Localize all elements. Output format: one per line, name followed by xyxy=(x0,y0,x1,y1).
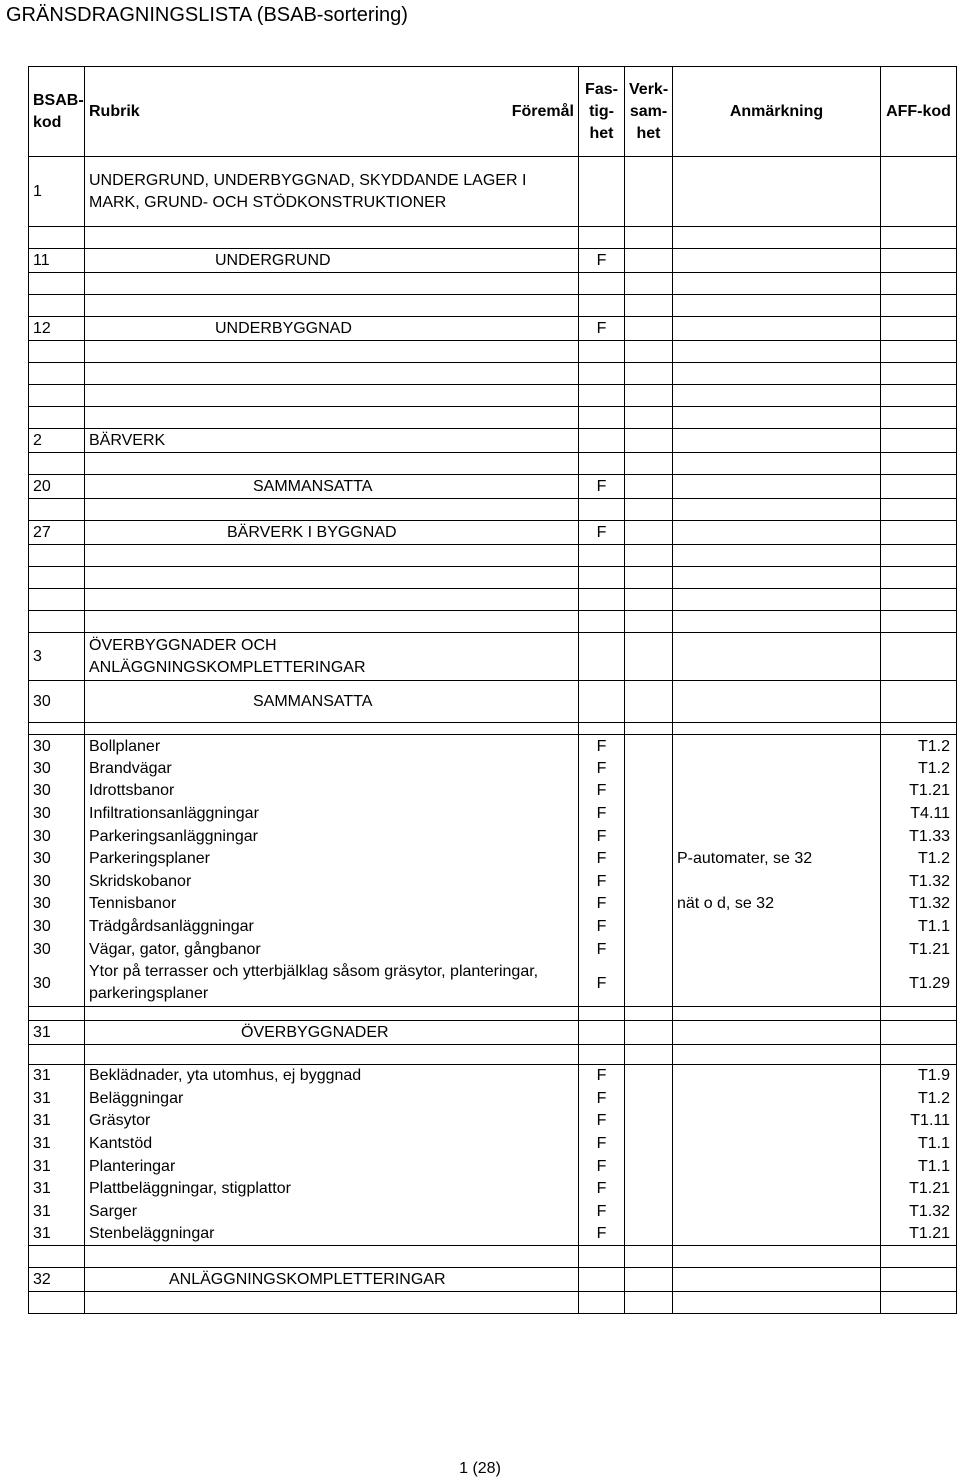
row-code: 31 xyxy=(29,1064,85,1087)
row-aff-kod: T1.9 xyxy=(881,1064,957,1087)
fastighet-mark: F xyxy=(579,317,625,341)
table-row xyxy=(29,802,957,825)
subsection-row xyxy=(29,1020,957,1044)
row-code: 30 xyxy=(29,825,85,848)
header-row xyxy=(29,67,957,157)
row-code: 30 xyxy=(29,893,85,916)
row-anmarkning xyxy=(673,960,881,1006)
row-verksamhet xyxy=(625,1087,673,1110)
table-row xyxy=(29,825,957,848)
row-rubrik: Infiltrationsanläggningar xyxy=(85,802,579,825)
subsection-title: UNDERBYGGNAD xyxy=(85,317,579,341)
row-rubrik: Stenbeläggningar xyxy=(85,1223,579,1246)
header-foremal: Föremål xyxy=(511,102,574,120)
row-fastighet: F xyxy=(579,870,625,893)
row-fastighet: F xyxy=(579,1132,625,1155)
table-row xyxy=(29,915,957,938)
row-verksamhet xyxy=(625,1177,673,1200)
row-rubrik: Sarger xyxy=(85,1200,579,1223)
subsection-row xyxy=(29,475,957,499)
subsection-code: 30 xyxy=(29,681,85,723)
row-aff-kod: T1.2 xyxy=(881,735,957,758)
row-rubrik: Trädgårdsanläggningar xyxy=(85,915,579,938)
subsection-code: 12 xyxy=(29,317,85,341)
blank-row xyxy=(29,341,957,363)
row-fastighet: F xyxy=(579,1064,625,1087)
section-title: UNDERGRUND, UNDERBYGGNAD, SKYDDANDE LAGER I MARK, GRUND- OCH STÖDKONSTRUKTIONER xyxy=(85,157,579,227)
row-fastighet: F xyxy=(579,825,625,848)
row-verksamhet xyxy=(625,802,673,825)
row-fastighet: F xyxy=(579,1110,625,1133)
row-anmarkning xyxy=(673,1110,881,1133)
row-anmarkning xyxy=(673,1223,881,1246)
table-row xyxy=(29,960,957,1006)
row-aff-kod: T1.21 xyxy=(881,938,957,961)
row-rubrik: Plattbeläggningar, stigplattor xyxy=(85,1177,579,1200)
row-rubrik: Parkeringsplaner xyxy=(85,847,579,870)
table-row xyxy=(29,1132,957,1155)
subsection-row xyxy=(29,1267,957,1291)
row-rubrik: Brandvägar xyxy=(85,757,579,780)
row-code: 31 xyxy=(29,1200,85,1223)
boundary-list-table xyxy=(28,66,957,1314)
row-aff-kod: T1.2 xyxy=(881,757,957,780)
row-verksamhet xyxy=(625,1132,673,1155)
subsection-title: BÄRVERK I BYGGNAD xyxy=(85,521,579,545)
blank-row xyxy=(29,1006,957,1020)
row-rubrik: Tennisbanor xyxy=(85,893,579,916)
row-rubrik: Bollplaner xyxy=(85,735,579,758)
row-fastighet: F xyxy=(579,802,625,825)
blank-row xyxy=(29,1044,957,1064)
row-code: 30 xyxy=(29,960,85,1006)
row-rubrik: Idrottsbanor xyxy=(85,780,579,803)
blank-row xyxy=(29,1245,957,1267)
row-code: 31 xyxy=(29,1087,85,1110)
blank-row xyxy=(29,611,957,633)
subsection-code: 31 xyxy=(29,1020,85,1044)
row-code: 31 xyxy=(29,1223,85,1246)
row-anmarkning xyxy=(673,1064,881,1087)
table-row xyxy=(29,870,957,893)
blank-row xyxy=(29,723,957,735)
section-row xyxy=(29,157,957,227)
blank-row xyxy=(29,385,957,407)
fastighet-mark: F xyxy=(579,475,625,499)
row-verksamhet xyxy=(625,825,673,848)
row-anmarkning xyxy=(673,1200,881,1223)
blank-row xyxy=(29,567,957,589)
blank-row xyxy=(29,453,957,475)
row-fastighet: F xyxy=(579,1223,625,1246)
row-anmarkning xyxy=(673,780,881,803)
blank-row xyxy=(29,227,957,249)
row-aff-kod: T1.21 xyxy=(881,1177,957,1200)
row-verksamhet xyxy=(625,938,673,961)
blank-row xyxy=(29,273,957,295)
subsection-code: 11 xyxy=(29,249,85,273)
header-bsab-kod: BSAB-kod xyxy=(29,67,85,157)
subsection-code: 27 xyxy=(29,521,85,545)
table-row xyxy=(29,1223,957,1246)
section-title: ÖVERBYGGNADER OCH ANLÄGGNINGSKOMPLETTERINGAR xyxy=(85,633,579,681)
row-verksamhet xyxy=(625,735,673,758)
row-rubrik: Gräsytor xyxy=(85,1110,579,1133)
row-verksamhet xyxy=(625,757,673,780)
row-fastighet: F xyxy=(579,1155,625,1178)
table-row xyxy=(29,1177,957,1200)
row-anmarkning xyxy=(673,870,881,893)
header-anmarkning: Anmärkning xyxy=(673,67,881,157)
row-code: 30 xyxy=(29,735,85,758)
row-code: 31 xyxy=(29,1177,85,1200)
row-fastighet: F xyxy=(579,780,625,803)
table-row xyxy=(29,780,957,803)
row-code: 30 xyxy=(29,847,85,870)
row-aff-kod: T1.21 xyxy=(881,780,957,803)
row-anmarkning xyxy=(673,1132,881,1155)
row-anmarkning xyxy=(673,1177,881,1200)
row-fastighet: F xyxy=(579,757,625,780)
row-aff-kod: T1.1 xyxy=(881,1155,957,1178)
table-row xyxy=(29,893,957,916)
subsection-code: 20 xyxy=(29,475,85,499)
row-verksamhet xyxy=(625,870,673,893)
table-row xyxy=(29,735,957,758)
subsection-title: SAMMANSATTA xyxy=(85,475,579,499)
row-verksamhet xyxy=(625,893,673,916)
subsection-row xyxy=(29,249,957,273)
row-verksamhet xyxy=(625,1200,673,1223)
row-fastighet: F xyxy=(579,938,625,961)
row-code: 30 xyxy=(29,802,85,825)
row-verksamhet xyxy=(625,1155,673,1178)
header-fastighet: Fas-tig-het xyxy=(579,67,625,157)
fastighet-mark: F xyxy=(579,249,625,273)
row-rubrik: Kantstöd xyxy=(85,1132,579,1155)
section-31-rows xyxy=(29,1064,957,1245)
section-code: 1 xyxy=(29,157,85,227)
row-verksamhet xyxy=(625,1223,673,1246)
subsection-title: ÖVERBYGGNADER xyxy=(85,1020,579,1044)
row-verksamhet xyxy=(625,960,673,1006)
row-aff-kod: T1.11 xyxy=(881,1110,957,1133)
table-row xyxy=(29,1064,957,1087)
table-row xyxy=(29,847,957,870)
row-fastighet: F xyxy=(579,1177,625,1200)
row-aff-kod: T1.32 xyxy=(881,1200,957,1223)
row-code: 30 xyxy=(29,870,85,893)
row-fastighet: F xyxy=(579,1087,625,1110)
row-rubrik: Beläggningar xyxy=(85,1087,579,1110)
blank-row xyxy=(29,545,957,567)
section-row xyxy=(29,633,957,681)
subsection-row xyxy=(29,681,957,723)
table-row xyxy=(29,1200,957,1223)
row-anmarkning xyxy=(673,915,881,938)
row-anmarkning xyxy=(673,802,881,825)
page-number: 1 (28) xyxy=(459,1460,501,1477)
row-verksamhet xyxy=(625,915,673,938)
row-rubrik: Planteringar xyxy=(85,1155,579,1178)
row-verksamhet xyxy=(625,847,673,870)
row-anmarkning xyxy=(673,1087,881,1110)
blank-row xyxy=(29,499,957,521)
row-code: 31 xyxy=(29,1110,85,1133)
table-row xyxy=(29,1110,957,1133)
section-row xyxy=(29,429,957,453)
row-aff-kod: T1.33 xyxy=(881,825,957,848)
row-rubrik: Skridskobanor xyxy=(85,870,579,893)
blank-row xyxy=(29,589,957,611)
blank-row xyxy=(29,407,957,429)
row-code: 30 xyxy=(29,757,85,780)
row-fastighet: F xyxy=(579,847,625,870)
row-code: 30 xyxy=(29,780,85,803)
row-code: 30 xyxy=(29,915,85,938)
table-row xyxy=(29,757,957,780)
row-aff-kod: T1.2 xyxy=(881,1087,957,1110)
row-aff-kod: T1.2 xyxy=(881,847,957,870)
row-code: 31 xyxy=(29,1132,85,1155)
page-title: GRÄNSDRAGNINGSLISTA (BSAB-sortering) xyxy=(6,4,408,26)
row-aff-kod: T1.21 xyxy=(881,1223,957,1246)
header-rubrik: Rubrik xyxy=(89,102,140,120)
section-30-rows xyxy=(29,735,957,1007)
header-rubrik-foremal xyxy=(85,67,579,157)
section-code: 3 xyxy=(29,633,85,681)
table-row xyxy=(29,1087,957,1110)
section-title: BÄRVERK xyxy=(85,429,579,453)
section-code: 2 xyxy=(29,429,85,453)
row-aff-kod: T1.1 xyxy=(881,915,957,938)
row-aff-kod: T1.1 xyxy=(881,1132,957,1155)
table-row xyxy=(29,938,957,961)
blank-row xyxy=(29,1291,957,1313)
row-code: 31 xyxy=(29,1155,85,1178)
row-verksamhet xyxy=(625,780,673,803)
row-fastighet: F xyxy=(579,893,625,916)
table-row xyxy=(29,1155,957,1178)
row-aff-kod: T4.11 xyxy=(881,802,957,825)
row-anmarkning: P-automater, se 32 xyxy=(673,847,881,870)
row-aff-kod: T1.29 xyxy=(881,960,957,1006)
row-anmarkning: nät o d, se 32 xyxy=(673,893,881,916)
row-verksamhet xyxy=(625,1110,673,1133)
row-anmarkning xyxy=(673,735,881,758)
row-fastighet: F xyxy=(579,960,625,1006)
header-aff-kod: AFF-kod xyxy=(881,67,957,157)
subsection-row xyxy=(29,521,957,545)
row-rubrik: Ytor på terrasser och ytterbjälklag såsom gräsytor, planteringar, parkeringsplaner xyxy=(85,960,579,1006)
fastighet-mark: F xyxy=(579,521,625,545)
row-verksamhet xyxy=(625,1064,673,1087)
row-fastighet: F xyxy=(579,735,625,758)
row-aff-kod: T1.32 xyxy=(881,870,957,893)
blank-row xyxy=(29,363,957,385)
row-fastighet: F xyxy=(579,1200,625,1223)
row-anmarkning xyxy=(673,1155,881,1178)
subsection-title: ANLÄGGNINGSKOMPLETTERINGAR xyxy=(85,1267,579,1291)
row-anmarkning xyxy=(673,757,881,780)
row-aff-kod: T1.32 xyxy=(881,893,957,916)
row-rubrik: Parkeringsanläggningar xyxy=(85,825,579,848)
subsection-title: UNDERGRUND xyxy=(85,249,579,273)
subsection-row xyxy=(29,317,957,341)
blank-row xyxy=(29,295,957,317)
row-anmarkning xyxy=(673,825,881,848)
row-rubrik: Beklädnader, yta utomhus, ej byggnad xyxy=(85,1064,579,1087)
row-code: 30 xyxy=(29,938,85,961)
subsection-code: 32 xyxy=(29,1267,85,1291)
subsection-title: SAMMANSATTA xyxy=(85,681,579,723)
header-verksamhet: Verk-sam-het xyxy=(625,67,673,157)
row-fastighet: F xyxy=(579,915,625,938)
row-anmarkning xyxy=(673,938,881,961)
row-rubrik: Vägar, gator, gångbanor xyxy=(85,938,579,961)
